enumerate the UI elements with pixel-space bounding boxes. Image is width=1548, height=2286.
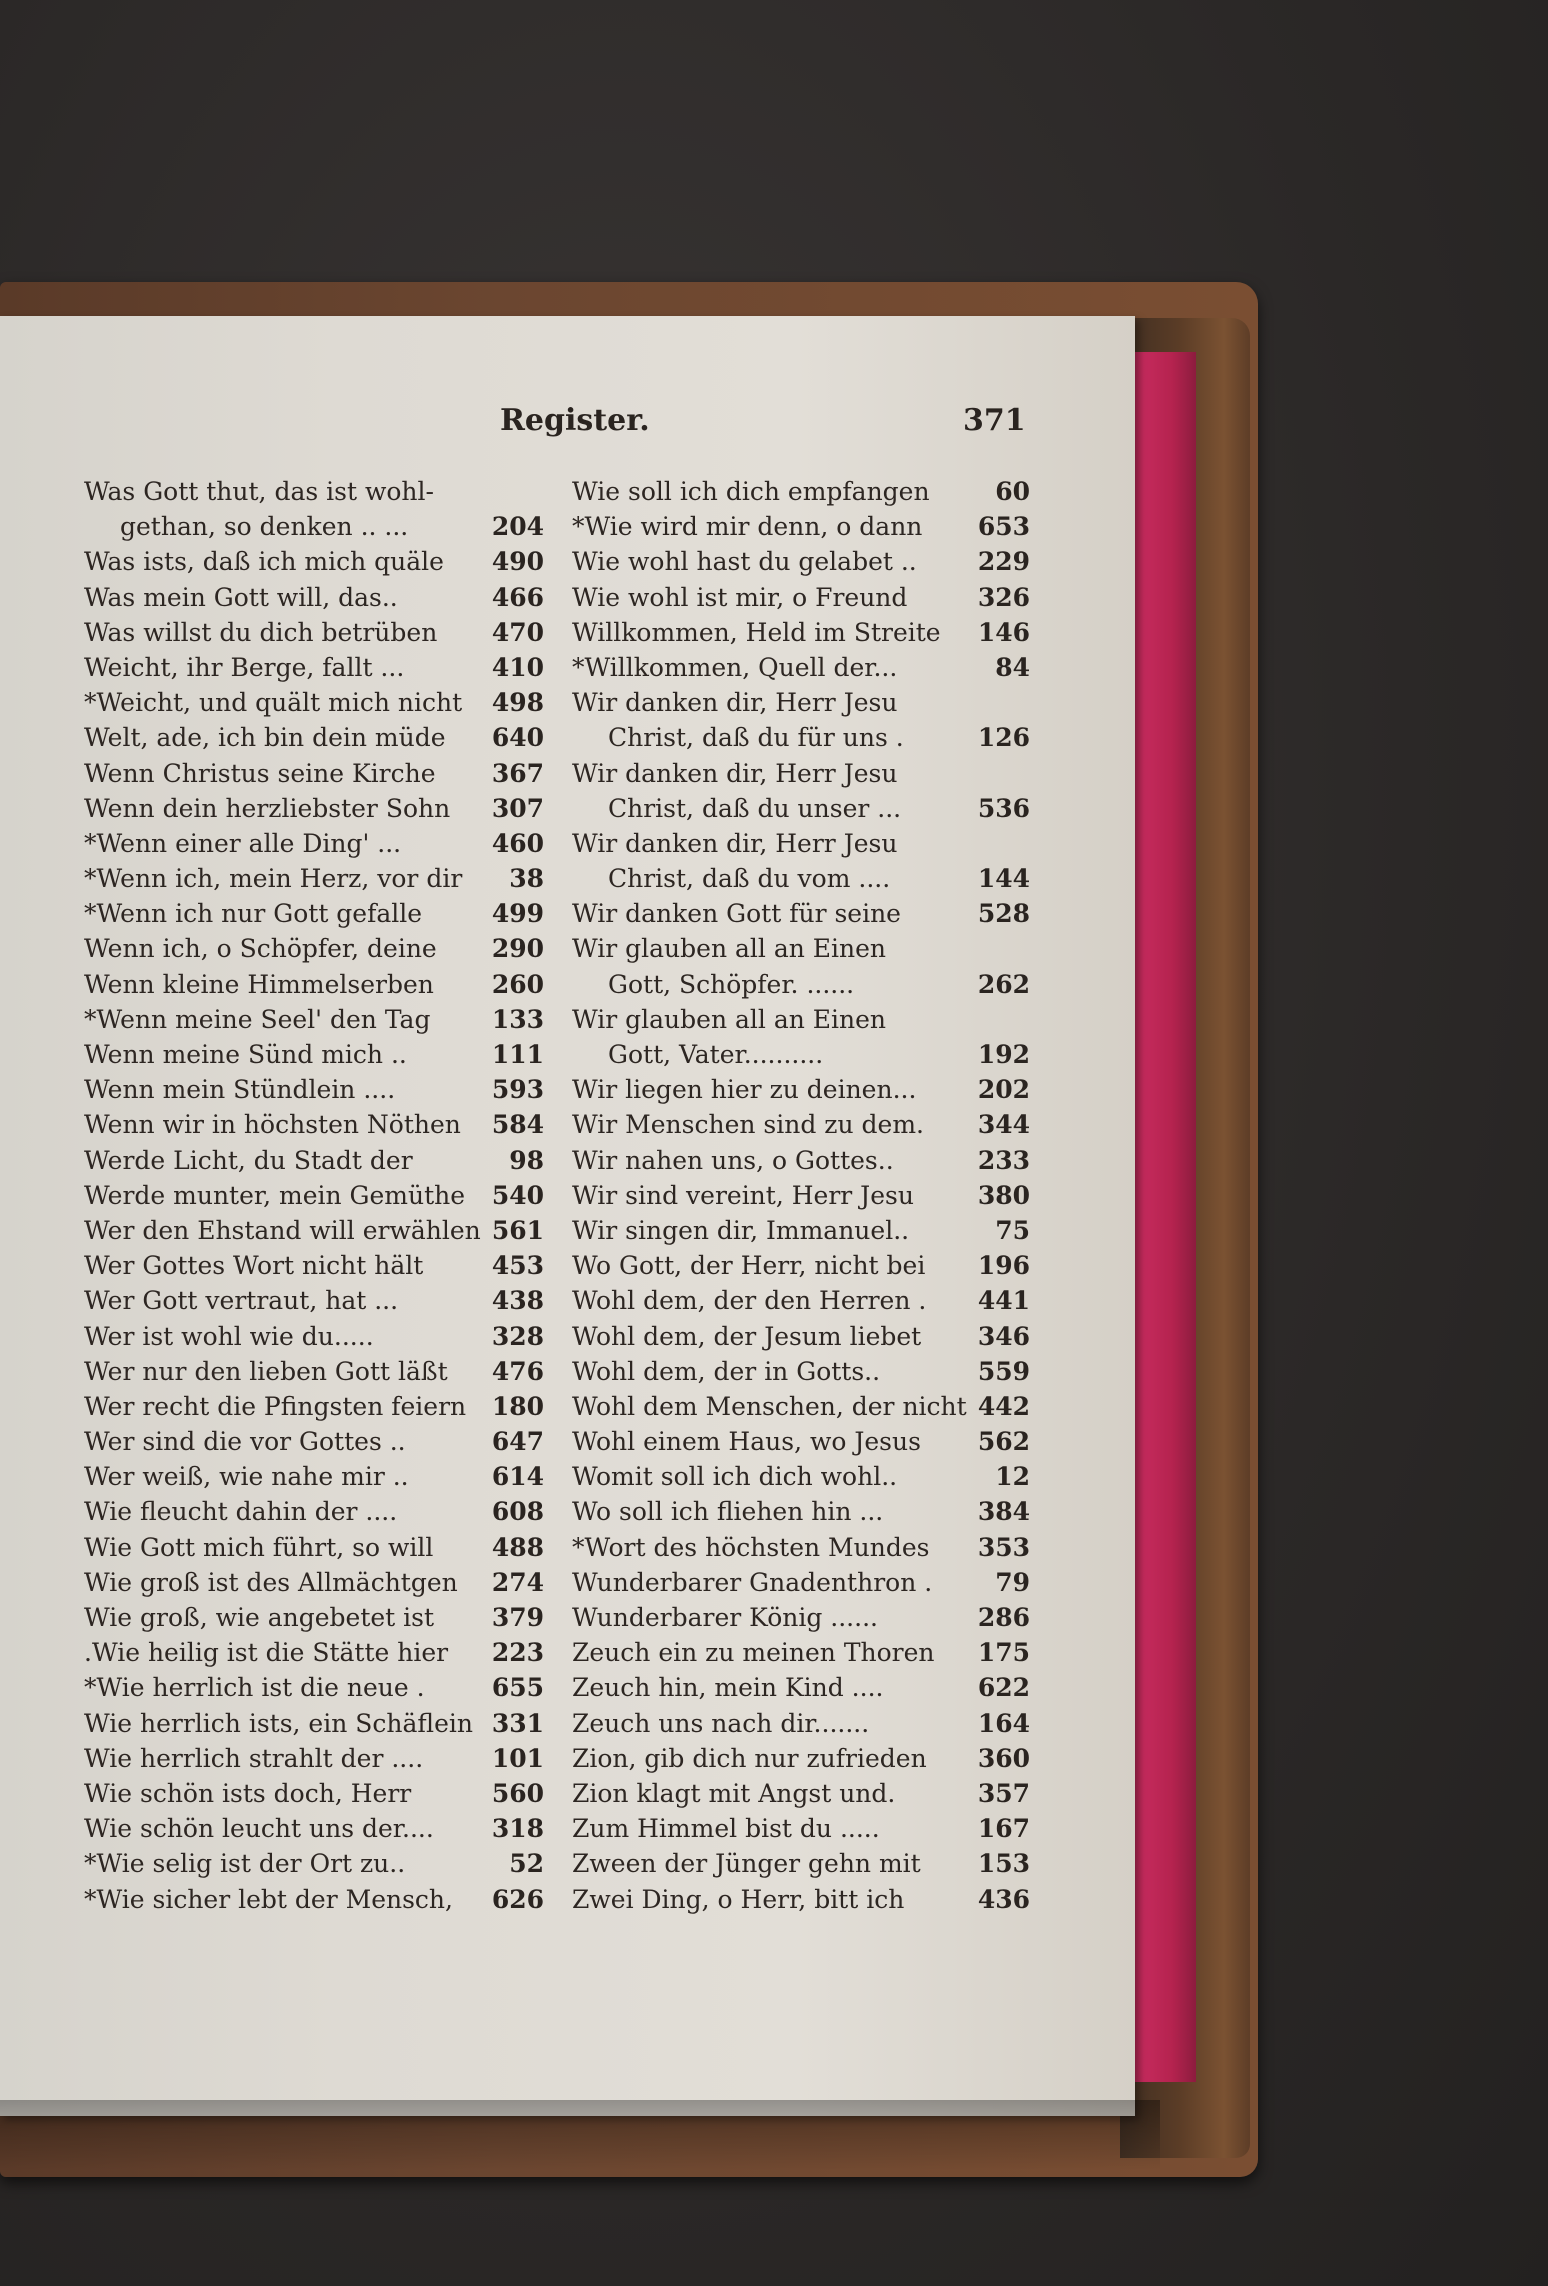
entry-title: Womit soll ich dich wohl.. xyxy=(572,1462,898,1492)
entry-page-number: 384 xyxy=(977,1497,1030,1527)
entry-page-number: 559 xyxy=(977,1356,1030,1386)
index-entry xyxy=(572,1424,1030,1459)
entry-page-number: 622 xyxy=(977,1673,1030,1703)
entry-title: Welt, ade, ich bin dein müde xyxy=(84,723,446,753)
index-entry xyxy=(84,580,544,615)
entry-page-number: 653 xyxy=(977,512,1030,542)
entry-page-number: 470 xyxy=(491,617,544,647)
entry-title: Werde Licht, du Stadt der xyxy=(84,1145,413,1175)
entry-title: Wir danken dir, Herr Jesu xyxy=(572,688,898,718)
entry-title: Zion klagt mit Angst und. xyxy=(572,1778,896,1808)
entry-page-number: 318 xyxy=(491,1814,544,1844)
entry-page-number: 75 xyxy=(995,1215,1030,1245)
entry-title: Wenn Christus seine Kirche xyxy=(84,758,436,788)
entry-page-number: 60 xyxy=(995,477,1030,506)
entry-title: Wer recht die Pfingsten feiern xyxy=(84,1391,467,1421)
entry-page-number: 202 xyxy=(977,1075,1030,1105)
entry-title: Was ists, daß ich mich quäle xyxy=(84,547,444,577)
entry-page-number: 331 xyxy=(491,1708,544,1738)
entry-title: *Wort des höchsten Mundes xyxy=(572,1532,930,1562)
entry-title: Wunderbarer König ...... xyxy=(572,1603,878,1632)
entry-page-number: 167 xyxy=(977,1814,1030,1844)
index-entry xyxy=(84,931,544,966)
entry-title: Wir danken dir, Herr Jesu xyxy=(572,758,898,788)
index-entry xyxy=(84,1600,544,1635)
index-entry xyxy=(84,1459,544,1494)
index-entry xyxy=(572,791,1030,826)
index-entry xyxy=(84,896,544,931)
index-entry xyxy=(572,1459,1030,1494)
entry-page-number: 133 xyxy=(491,1004,544,1034)
entry-title: Wie soll ich dich empfangen xyxy=(572,477,930,506)
index-entry xyxy=(84,1882,544,1917)
index-entry xyxy=(84,685,544,720)
entry-title: Wenn mein Stündlein .... xyxy=(84,1075,396,1105)
entry-page-number: 367 xyxy=(491,758,544,788)
index-entry xyxy=(84,1565,544,1600)
entry-page-number: 204 xyxy=(491,512,544,542)
page-number: 371 xyxy=(963,403,1026,438)
entry-title: Zum Himmel bist du ..... xyxy=(572,1814,880,1844)
entry-page-number: 584 xyxy=(491,1110,544,1140)
entry-title: gethan, so denken .. ... xyxy=(120,512,409,542)
index-entry xyxy=(84,1389,544,1424)
entry-title: Wenn ich, o Schöpfer, deine xyxy=(84,934,437,964)
entry-page-number: 223 xyxy=(491,1638,544,1668)
entry-page-number: 38 xyxy=(509,864,544,894)
index-entry xyxy=(572,650,1030,685)
index-entry xyxy=(572,544,1030,579)
index-entry xyxy=(572,1213,1030,1248)
index-entry xyxy=(572,1107,1030,1142)
index-entry xyxy=(572,1882,1030,1917)
entry-title: Christ, daß du vom .... xyxy=(608,864,891,894)
entry-title: Wie groß, wie angebetet ist xyxy=(84,1603,435,1632)
entry-page-number: 540 xyxy=(491,1180,544,1210)
entry-page-number: 560 xyxy=(491,1778,544,1808)
index-entry xyxy=(84,1213,544,1248)
entry-page-number: 196 xyxy=(977,1251,1030,1281)
entry-title: Wer weiß, wie nahe mir .. xyxy=(84,1462,409,1492)
index-entry xyxy=(572,826,1030,861)
entry-page-number: 153 xyxy=(977,1849,1030,1879)
entry-title: *Wenn ich, mein Herz, vor dir xyxy=(84,864,463,894)
index-entry xyxy=(572,720,1030,755)
index-entry xyxy=(84,1002,544,1037)
entry-title: Wie schön ists doch, Herr xyxy=(84,1778,412,1808)
index-column-right xyxy=(572,474,1030,1917)
entry-page-number: 498 xyxy=(491,688,544,718)
index-entry xyxy=(572,896,1030,931)
entry-title: Wo soll ich fliehen hin ... xyxy=(572,1497,884,1527)
entry-page-number: 608 xyxy=(491,1497,544,1527)
entry-title: Zwei Ding, o Herr, bitt ich xyxy=(572,1884,905,1914)
index-entry xyxy=(84,1706,544,1741)
entry-title: Wie wohl hast du gelabet .. xyxy=(572,547,917,577)
index-entry xyxy=(572,1143,1030,1178)
entry-page-number: 453 xyxy=(491,1251,544,1281)
index-entry xyxy=(84,1283,544,1318)
entry-title: Zeuch hin, mein Kind .... xyxy=(572,1673,884,1703)
index-entry xyxy=(84,544,544,579)
entry-page-number: 562 xyxy=(977,1427,1030,1457)
entry-title: *Wie sicher lebt der Mensch, xyxy=(84,1884,453,1914)
entry-page-number: 144 xyxy=(977,864,1030,894)
entry-page-number: 614 xyxy=(491,1462,544,1492)
entry-title: Wir liegen hier zu deinen... xyxy=(572,1075,917,1105)
index-entry xyxy=(84,650,544,685)
entry-page-number: 640 xyxy=(491,723,544,753)
entry-title: Zween der Jünger gehn mit xyxy=(572,1849,921,1879)
entry-title: Wer Gottes Wort nicht hält xyxy=(84,1251,424,1281)
entry-title: *Willkommen, Quell der... xyxy=(572,652,898,682)
index-entry xyxy=(572,1776,1030,1811)
entry-page-number: 164 xyxy=(977,1708,1030,1738)
index-entry xyxy=(84,720,544,755)
entry-page-number: 262 xyxy=(977,969,1030,999)
entry-title: Was mein Gott will, das.. xyxy=(84,582,398,612)
index-entry xyxy=(84,1670,544,1705)
entry-title: Was Gott thut, das ist wohl- xyxy=(84,477,434,506)
entry-title: *Wie wird mir denn, o dann xyxy=(572,512,923,542)
entry-title: Wohl dem, der in Gotts.. xyxy=(572,1356,881,1386)
entry-page-number: 233 xyxy=(977,1145,1030,1175)
entry-page-number: 286 xyxy=(977,1603,1030,1632)
entry-title: Werde munter, mein Gemüthe xyxy=(84,1180,466,1210)
entry-title: Wenn meine Sünd mich .. xyxy=(84,1040,407,1069)
entry-page-number: 290 xyxy=(491,934,544,964)
entry-page-number: 344 xyxy=(977,1110,1030,1140)
index-entry xyxy=(572,1002,1030,1037)
index-entry xyxy=(572,1635,1030,1670)
index-entry xyxy=(572,1530,1030,1565)
entry-title: Willkommen, Held im Streite xyxy=(572,617,941,647)
entry-page-number: 126 xyxy=(977,723,1030,753)
index-entry xyxy=(84,756,544,791)
index-entry xyxy=(84,861,544,896)
entry-title: Wie Gott mich führt, so will xyxy=(84,1532,434,1562)
entry-page-number: 466 xyxy=(491,582,544,612)
index-entry xyxy=(572,967,1030,1002)
entry-title: Zeuch uns nach dir....... xyxy=(572,1708,870,1738)
index-entry xyxy=(572,580,1030,615)
entry-page-number: 536 xyxy=(977,793,1030,823)
entry-page-number: 146 xyxy=(977,617,1030,647)
entry-page-number: 328 xyxy=(491,1321,544,1351)
entry-page-number: 111 xyxy=(491,1040,544,1069)
index-entry xyxy=(84,1107,544,1142)
entry-page-number: 436 xyxy=(977,1884,1030,1914)
entry-title: Wenn kleine Himmelserben xyxy=(84,969,434,999)
entry-title: Wie wohl ist mir, o Freund xyxy=(572,582,908,612)
entry-page-number: 380 xyxy=(977,1180,1030,1210)
entry-title: Gott, Schöpfer. ...... xyxy=(608,969,855,999)
entry-title: Wo Gott, der Herr, nicht bei xyxy=(572,1251,926,1281)
entry-title: *Wenn ich nur Gott gefalle xyxy=(84,899,423,929)
entry-title: Wir nahen uns, o Gottes.. xyxy=(572,1145,894,1175)
entry-page-number: 307 xyxy=(491,793,544,823)
index-column-left xyxy=(84,474,544,1917)
entry-title: Was willst du dich betrüben xyxy=(84,617,438,647)
index-entry xyxy=(572,1706,1030,1741)
entry-page-number: 12 xyxy=(995,1462,1030,1492)
entry-title: Christ, daß du unser ... xyxy=(608,793,902,823)
entry-page-number: 593 xyxy=(491,1075,544,1105)
entry-page-number: 229 xyxy=(977,547,1030,577)
index-entry xyxy=(84,1248,544,1283)
index-entry xyxy=(84,791,544,826)
entry-title: Wer nur den lieben Gott läßt xyxy=(84,1356,448,1386)
entry-title: Wer sind die vor Gottes .. xyxy=(84,1427,406,1457)
entry-page-number: 442 xyxy=(977,1391,1030,1421)
index-entry xyxy=(572,756,1030,791)
entry-title: Wohl einem Haus, wo Jesus xyxy=(572,1427,921,1457)
entry-page-number: 357 xyxy=(977,1778,1030,1808)
index-entry xyxy=(572,1037,1030,1072)
index-entry xyxy=(572,1670,1030,1705)
entry-page-number: 626 xyxy=(491,1884,544,1914)
running-head xyxy=(0,403,1135,443)
entry-page-number: 379 xyxy=(491,1603,544,1632)
entry-page-number: 260 xyxy=(491,969,544,999)
entry-title: Zeuch ein zu meinen Thoren xyxy=(572,1638,935,1668)
entry-title: Wie schön leucht uns der.... xyxy=(84,1814,434,1844)
entry-title: Wohl dem, der Jesum liebet xyxy=(572,1321,922,1351)
index-entry xyxy=(572,1072,1030,1107)
entry-page-number: 79 xyxy=(995,1567,1030,1597)
entry-page-number: 192 xyxy=(977,1040,1030,1069)
entry-title: Wir glauben all an Einen xyxy=(572,1004,887,1034)
entry-title: Wir danken dir, Herr Jesu xyxy=(572,828,898,858)
entry-page-number: 647 xyxy=(491,1427,544,1457)
index-entry xyxy=(84,1072,544,1107)
entry-page-number: 326 xyxy=(977,582,1030,612)
index-entry xyxy=(84,1494,544,1529)
index-entry xyxy=(572,1319,1030,1354)
entry-page-number: 499 xyxy=(491,899,544,929)
entry-page-number: 175 xyxy=(977,1638,1030,1668)
entry-title: Wohl dem, der den Herren . xyxy=(572,1286,927,1316)
index-entry xyxy=(84,1741,544,1776)
entry-page-number: 180 xyxy=(491,1391,544,1421)
entry-page-number: 488 xyxy=(491,1532,544,1562)
entry-page-number: 274 xyxy=(491,1567,544,1597)
entry-title: Wohl dem Menschen, der nicht xyxy=(572,1391,967,1421)
entry-title: *Wenn einer alle Ding' ... xyxy=(84,828,402,858)
index-entry xyxy=(572,509,1030,544)
entry-page-number: 353 xyxy=(977,1532,1030,1562)
index-entry xyxy=(572,474,1030,509)
entry-page-number: 52 xyxy=(509,1849,544,1879)
index-entry xyxy=(84,967,544,1002)
entry-title: Zion, gib dich nur zufrieden xyxy=(572,1743,927,1773)
index-entry xyxy=(572,1565,1030,1600)
entry-page-number: 490 xyxy=(491,547,544,577)
index-entry xyxy=(84,1811,544,1846)
entry-page-number: 441 xyxy=(977,1286,1030,1316)
entry-page-number: 101 xyxy=(491,1743,544,1773)
index-entry xyxy=(572,1494,1030,1529)
entry-page-number: 460 xyxy=(491,828,544,858)
entry-page-number: 655 xyxy=(491,1673,544,1703)
entry-title: Gott, Vater.......... xyxy=(608,1040,824,1069)
entry-title: *Wie selig ist der Ort zu.. xyxy=(84,1849,406,1879)
index-entry xyxy=(572,1389,1030,1424)
entry-title: Wir singen dir, Immanuel.. xyxy=(572,1215,910,1245)
page-bottom-shadow xyxy=(0,2100,1160,2170)
index-entry xyxy=(84,509,544,544)
index-entry xyxy=(572,615,1030,650)
index-entry xyxy=(84,1635,544,1670)
index-entry xyxy=(572,1178,1030,1213)
index-entry xyxy=(84,1424,544,1459)
page-heading: Register. xyxy=(500,403,650,438)
entry-title: Wie herrlich strahlt der .... xyxy=(84,1743,424,1773)
index-entry xyxy=(84,1776,544,1811)
entry-title: Wer den Ehstand will erwählen xyxy=(84,1215,481,1245)
index-entry xyxy=(84,826,544,861)
index-entry xyxy=(84,1143,544,1178)
entry-title: Wie herrlich ists, ein Schäflein xyxy=(84,1708,473,1738)
entry-page-number: 528 xyxy=(977,899,1030,929)
entry-title: Christ, daß du für uns . xyxy=(608,723,904,753)
entry-title: Wenn wir in höchsten Nöthen xyxy=(84,1110,461,1140)
entry-page-number: 84 xyxy=(995,652,1030,682)
entry-title: Wunderbarer Gnadenthron . xyxy=(572,1567,933,1597)
entry-page-number: 438 xyxy=(491,1286,544,1316)
entry-title: Wir sind vereint, Herr Jesu xyxy=(572,1180,914,1210)
entry-title: .Wie heilig ist die Stätte hier xyxy=(84,1638,449,1668)
index-entry xyxy=(84,474,544,509)
index-entry xyxy=(572,861,1030,896)
entry-title: Weicht, ihr Berge, fallt ... xyxy=(84,652,405,682)
index-entry xyxy=(572,1846,1030,1881)
entry-title: Wer ist wohl wie du..... xyxy=(84,1321,374,1351)
entry-title: Wir danken Gott für seine xyxy=(572,899,901,929)
index-entry xyxy=(84,1037,544,1072)
index-entry xyxy=(572,1811,1030,1846)
entry-page-number: 561 xyxy=(491,1215,544,1245)
entry-title: Wie fleucht dahin der .... xyxy=(84,1497,398,1527)
entry-title: Wir Menschen sind zu dem. xyxy=(572,1110,924,1140)
index-entry xyxy=(572,1248,1030,1283)
entry-title: *Wie herrlich ist die neue . xyxy=(84,1673,425,1703)
index-entry xyxy=(84,1354,544,1389)
index-entry xyxy=(572,685,1030,720)
entry-title: Wer Gott vertraut, hat ... xyxy=(84,1286,399,1316)
index-entry xyxy=(572,1283,1030,1318)
entry-title: *Wenn meine Seel' den Tag xyxy=(84,1004,431,1034)
entry-page-number: 360 xyxy=(977,1743,1030,1773)
index-entry xyxy=(572,1600,1030,1635)
index-entry xyxy=(572,931,1030,966)
entry-title: Wir glauben all an Einen xyxy=(572,934,887,964)
index-entry xyxy=(84,1319,544,1354)
index-entry xyxy=(572,1741,1030,1776)
index-entry xyxy=(84,615,544,650)
index-entry xyxy=(84,1846,544,1881)
entry-page-number: 476 xyxy=(491,1356,544,1386)
entry-title: Wenn dein herzliebster Sohn xyxy=(84,793,451,823)
entry-page-number: 98 xyxy=(509,1145,544,1175)
entry-title: Wie groß ist des Allmächtgen xyxy=(84,1567,458,1597)
entry-page-number: 346 xyxy=(977,1321,1030,1351)
index-entry xyxy=(84,1178,544,1213)
entry-title: *Weicht, und quält mich nicht xyxy=(84,688,463,718)
index-entry xyxy=(84,1530,544,1565)
index-entry xyxy=(572,1354,1030,1389)
entry-page-number: 410 xyxy=(491,652,544,682)
